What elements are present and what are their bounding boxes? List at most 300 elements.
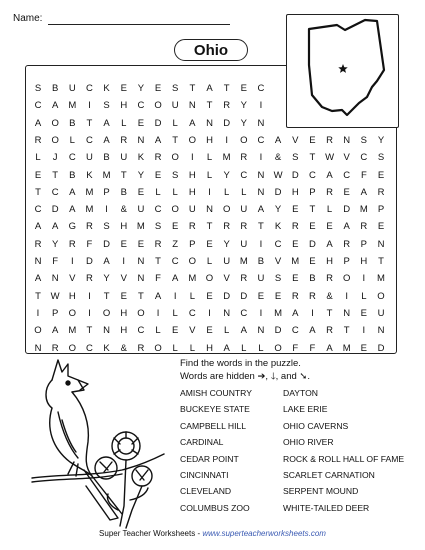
grid-letter[interactable]: C bbox=[360, 152, 368, 164]
grid-letter[interactable]: L bbox=[223, 325, 230, 337]
grid-letter[interactable]: M bbox=[136, 221, 145, 233]
grid-letter[interactable]: C bbox=[240, 169, 248, 181]
grid-letter[interactable]: I bbox=[88, 290, 91, 302]
grid-letter[interactable]: P bbox=[309, 186, 316, 198]
grid-letter[interactable]: E bbox=[292, 204, 299, 216]
grid-letter[interactable]: S bbox=[274, 273, 282, 285]
grid-letter[interactable]: C bbox=[34, 100, 42, 112]
grid-letter[interactable]: R bbox=[326, 273, 333, 285]
grid-letter[interactable]: R bbox=[240, 152, 248, 164]
grid-letter[interactable]: S bbox=[172, 169, 179, 181]
grid-letter[interactable]: H bbox=[206, 134, 213, 146]
grid-letter[interactable]: M bbox=[85, 204, 94, 216]
grid-letter[interactable]: C bbox=[137, 100, 145, 112]
grid-letter[interactable]: R bbox=[326, 186, 333, 198]
grid-letter[interactable]: I bbox=[191, 152, 194, 164]
grid-letter[interactable]: A bbox=[34, 117, 42, 129]
grid-letter[interactable]: A bbox=[326, 238, 333, 250]
grid-letter[interactable]: E bbox=[240, 83, 247, 94]
grid-letter[interactable]: I bbox=[225, 134, 228, 146]
grid-letter[interactable]: D bbox=[223, 117, 231, 129]
grid-letter[interactable]: E bbox=[34, 169, 42, 181]
grid-letter[interactable]: I bbox=[70, 256, 74, 267]
grid-letter[interactable]: & bbox=[274, 152, 282, 164]
grid-letter[interactable]: U bbox=[171, 100, 179, 112]
grid-letter[interactable]: C bbox=[86, 342, 93, 354]
grid-letter[interactable]: S bbox=[103, 100, 110, 112]
grid-letter[interactable]: B bbox=[103, 152, 110, 164]
grid-letter[interactable]: Y bbox=[137, 83, 145, 94]
grid-letter[interactable]: N bbox=[377, 238, 385, 250]
grid-letter[interactable]: R bbox=[223, 221, 231, 233]
grid-letter[interactable]: P bbox=[343, 256, 350, 267]
grid-letter[interactable]: H bbox=[120, 100, 128, 112]
grid-letter[interactable]: B bbox=[309, 273, 316, 285]
grid-letter[interactable]: O bbox=[222, 204, 231, 216]
grid-letter[interactable]: M bbox=[377, 273, 385, 285]
grid-letter[interactable]: E bbox=[377, 221, 385, 233]
grid-letter[interactable]: L bbox=[206, 152, 213, 164]
grid-letter[interactable]: N bbox=[343, 307, 351, 319]
grid-letter[interactable]: D bbox=[377, 342, 385, 354]
grid-letter[interactable]: T bbox=[309, 204, 316, 216]
grid-letter[interactable]: F bbox=[155, 273, 161, 285]
grid-letter[interactable]: R bbox=[308, 290, 316, 302]
grid-letter[interactable]: B bbox=[120, 186, 127, 198]
grid-letter[interactable]: L bbox=[189, 342, 195, 354]
grid-letter[interactable]: T bbox=[103, 290, 110, 302]
grid-letter[interactable]: G bbox=[68, 221, 76, 233]
grid-letter[interactable]: T bbox=[52, 169, 59, 181]
grid-letter[interactable]: N bbox=[34, 342, 42, 354]
grid-letter[interactable]: L bbox=[223, 186, 230, 198]
grid-letter[interactable]: E bbox=[292, 273, 299, 285]
grid-letter[interactable]: I bbox=[36, 307, 40, 319]
grid-letter[interactable]: E bbox=[206, 238, 213, 250]
grid-letter[interactable]: R bbox=[291, 221, 299, 233]
grid-letter[interactable]: D bbox=[274, 186, 282, 198]
grid-letter[interactable]: O bbox=[102, 307, 111, 319]
grid-letter[interactable]: N bbox=[223, 307, 231, 319]
grid-letter[interactable]: E bbox=[360, 307, 368, 319]
grid-letter[interactable]: D bbox=[240, 290, 248, 302]
grid-letter[interactable]: O bbox=[240, 134, 248, 146]
grid-letter[interactable]: C bbox=[188, 307, 196, 319]
grid-letter[interactable]: I bbox=[311, 307, 314, 319]
grid-letter[interactable]: R bbox=[154, 238, 162, 250]
grid-letter[interactable]: I bbox=[208, 186, 211, 198]
grid-letter[interactable]: U bbox=[257, 273, 265, 285]
grid-letter[interactable]: A bbox=[240, 325, 247, 337]
grid-letter[interactable]: O bbox=[342, 273, 351, 285]
grid-letter[interactable]: R bbox=[291, 290, 299, 302]
grid-letter[interactable]: C bbox=[291, 325, 299, 337]
grid-letter[interactable]: O bbox=[274, 342, 282, 354]
grid-letter[interactable]: S bbox=[103, 221, 110, 233]
grid-letter[interactable]: O bbox=[51, 117, 59, 129]
grid-letter[interactable]: M bbox=[85, 186, 94, 198]
grid-letter[interactable]: K bbox=[86, 169, 93, 181]
grid-letter[interactable]: T bbox=[120, 169, 127, 181]
grid-letter[interactable]: B bbox=[257, 256, 265, 267]
grid-letter[interactable]: T bbox=[172, 134, 179, 146]
grid-letter[interactable]: & bbox=[120, 342, 127, 354]
grid-letter[interactable]: T bbox=[378, 256, 384, 267]
grid-letter[interactable]: Y bbox=[103, 273, 110, 285]
grid-letter[interactable]: M bbox=[222, 152, 231, 164]
grid-letter[interactable]: A bbox=[154, 290, 162, 302]
grid-letter[interactable]: W bbox=[273, 169, 283, 181]
grid-letter[interactable]: I bbox=[208, 307, 211, 319]
grid-letter[interactable]: R bbox=[343, 238, 351, 250]
grid-letter[interactable]: A bbox=[223, 342, 230, 354]
grid-letter[interactable]: H bbox=[188, 169, 196, 181]
grid-letter[interactable]: F bbox=[52, 256, 59, 267]
grid-letter[interactable]: O bbox=[51, 134, 59, 146]
grid-letter[interactable]: U bbox=[120, 152, 128, 164]
grid-letter[interactable]: H bbox=[120, 221, 128, 233]
grid-letter[interactable]: E bbox=[137, 238, 145, 250]
grid-letter[interactable]: L bbox=[206, 256, 213, 267]
grid-letter[interactable]: U bbox=[68, 83, 76, 94]
grid-letter[interactable]: F bbox=[86, 238, 93, 250]
grid-letter[interactable]: R bbox=[68, 238, 76, 250]
grid-letter[interactable]: E bbox=[120, 238, 127, 250]
grid-letter[interactable]: C bbox=[86, 83, 93, 94]
grid-letter[interactable]: A bbox=[103, 134, 110, 146]
grid-letter[interactable]: D bbox=[343, 204, 351, 216]
grid-letter[interactable]: F bbox=[292, 342, 299, 354]
grid-letter[interactable]: I bbox=[156, 307, 160, 319]
grid-letter[interactable]: A bbox=[103, 117, 110, 129]
grid-letter[interactable]: P bbox=[189, 238, 196, 250]
grid-letter[interactable]: N bbox=[51, 273, 59, 285]
grid-letter[interactable]: Y bbox=[274, 204, 282, 216]
grid-letter[interactable]: D bbox=[103, 238, 111, 250]
grid-letter[interactable]: B bbox=[51, 83, 59, 94]
grid-letter[interactable]: I bbox=[88, 307, 91, 319]
grid-letter[interactable]: K bbox=[274, 221, 282, 233]
grid-letter[interactable]: I bbox=[122, 256, 126, 267]
grid-letter[interactable]: T bbox=[86, 117, 93, 129]
grid-letter[interactable]: E bbox=[206, 325, 213, 337]
grid-letter[interactable]: E bbox=[326, 221, 333, 233]
grid-letter[interactable]: E bbox=[309, 134, 316, 146]
grid-letter[interactable]: R bbox=[188, 221, 196, 233]
grid-letter[interactable]: F bbox=[309, 342, 316, 354]
grid-letter[interactable]: M bbox=[342, 342, 351, 354]
grid-letter[interactable]: L bbox=[155, 186, 161, 198]
grid-letter[interactable]: M bbox=[102, 169, 111, 181]
grid-letter[interactable]: C bbox=[154, 204, 162, 216]
grid-letter[interactable]: L bbox=[172, 342, 178, 354]
grid-letter[interactable]: L bbox=[172, 117, 178, 129]
grid-letter[interactable]: D bbox=[154, 117, 162, 129]
grid-letter[interactable]: T bbox=[258, 221, 264, 233]
grid-letter[interactable]: C bbox=[343, 169, 351, 181]
grid-letter[interactable]: A bbox=[51, 221, 59, 233]
grid-letter[interactable]: E bbox=[309, 256, 316, 267]
grid-letter[interactable]: A bbox=[360, 186, 368, 198]
grid-letter[interactable]: U bbox=[223, 256, 231, 267]
grid-letter[interactable]: C bbox=[86, 134, 93, 146]
grid-letter[interactable]: L bbox=[206, 169, 213, 181]
grid-letter[interactable]: M bbox=[291, 256, 300, 267]
grid-letter[interactable]: Y bbox=[377, 134, 385, 146]
grid-letter[interactable]: H bbox=[360, 256, 368, 267]
grid-letter[interactable]: C bbox=[137, 325, 145, 337]
grid-letter[interactable]: D bbox=[223, 290, 231, 302]
grid-letter[interactable]: T bbox=[326, 307, 333, 319]
grid-letter[interactable]: M bbox=[68, 100, 77, 112]
grid-letter[interactable]: E bbox=[257, 290, 265, 302]
grid-letter[interactable]: L bbox=[258, 342, 264, 354]
grid-letter[interactable]: A bbox=[274, 134, 282, 146]
grid-letter[interactable]: I bbox=[362, 325, 366, 337]
grid-letter[interactable]: C bbox=[34, 204, 42, 216]
grid-letter[interactable]: R bbox=[377, 186, 385, 198]
grid-letter[interactable]: Y bbox=[240, 117, 247, 129]
grid-letter[interactable]: I bbox=[259, 238, 263, 250]
grid-letter[interactable]: T bbox=[35, 290, 41, 302]
grid-letter[interactable]: T bbox=[137, 290, 144, 302]
grid-letter[interactable]: N bbox=[377, 325, 385, 337]
grid-letter[interactable]: O bbox=[171, 152, 179, 164]
grid-letter[interactable]: A bbox=[326, 169, 333, 181]
grid-letter[interactable]: N bbox=[206, 117, 213, 129]
grid-letter[interactable]: L bbox=[121, 117, 127, 129]
grid-letter[interactable]: E bbox=[137, 117, 145, 129]
grid-letter[interactable]: R bbox=[34, 134, 42, 146]
grid-letter[interactable]: I bbox=[345, 290, 348, 302]
grid-letter[interactable]: L bbox=[172, 186, 178, 198]
grid-letter[interactable]: H bbox=[291, 186, 299, 198]
grid-letter[interactable]: P bbox=[360, 238, 368, 250]
grid-letter[interactable]: C bbox=[257, 134, 265, 146]
grid-letter[interactable]: L bbox=[241, 186, 247, 198]
grid-letter[interactable]: A bbox=[154, 134, 162, 146]
grid-letter[interactable]: L bbox=[35, 152, 41, 164]
grid-letter[interactable]: A bbox=[103, 256, 110, 267]
grid-letter[interactable]: N bbox=[257, 169, 265, 181]
grid-letter[interactable]: D bbox=[274, 325, 282, 337]
grid-letter[interactable]: R bbox=[86, 273, 93, 285]
grid-letter[interactable]: C bbox=[308, 169, 316, 181]
grid-letter[interactable]: L bbox=[172, 307, 178, 319]
grid-letter[interactable]: E bbox=[360, 342, 368, 354]
grid-letter[interactable]: O bbox=[68, 342, 76, 354]
grid-letter[interactable]: A bbox=[51, 325, 59, 337]
grid-letter[interactable]: O bbox=[188, 134, 197, 146]
grid-letter[interactable]: U bbox=[188, 204, 196, 216]
grid-letter[interactable]: U bbox=[137, 204, 145, 216]
grid-letter[interactable]: H bbox=[326, 256, 333, 267]
grid-letter[interactable]: V bbox=[292, 134, 299, 146]
grid-letter[interactable]: R bbox=[86, 221, 93, 233]
grid-letter[interactable]: T bbox=[343, 325, 350, 337]
grid-letter[interactable]: S bbox=[360, 134, 368, 146]
grid-letter[interactable]: I bbox=[88, 100, 91, 112]
grid-letter[interactable]: M bbox=[359, 204, 368, 216]
grid-letter[interactable]: N bbox=[257, 325, 265, 337]
grid-letter[interactable]: B bbox=[69, 169, 76, 181]
grid-letter[interactable]: E bbox=[154, 83, 162, 94]
grid-letter[interactable]: D bbox=[86, 256, 93, 267]
grid-letter[interactable]: Y bbox=[223, 238, 230, 250]
grid-letter[interactable]: I bbox=[362, 273, 366, 285]
grid-letter[interactable]: N bbox=[257, 186, 265, 198]
grid-letter[interactable]: N bbox=[206, 204, 213, 216]
grid-letter[interactable]: I bbox=[105, 204, 108, 216]
grid-letter[interactable]: M bbox=[239, 256, 248, 267]
grid-letter[interactable]: T bbox=[35, 186, 41, 198]
grid-letter[interactable]: A bbox=[34, 221, 42, 233]
grid-letter[interactable]: E bbox=[120, 83, 127, 94]
grid-letter[interactable]: T bbox=[155, 256, 161, 267]
grid-letter[interactable]: N bbox=[257, 117, 265, 129]
grid-letter[interactable]: N bbox=[137, 256, 145, 267]
grid-letter[interactable]: E bbox=[137, 186, 145, 198]
grid-letter[interactable]: A bbox=[69, 186, 76, 198]
grid-letter[interactable]: U bbox=[377, 307, 385, 319]
grid-letter[interactable]: V bbox=[223, 273, 230, 285]
grid-letter[interactable]: V bbox=[189, 325, 196, 337]
grid-letter[interactable]: C bbox=[257, 83, 265, 94]
grid-letter[interactable]: F bbox=[360, 169, 367, 181]
grid-letter[interactable]: & bbox=[326, 290, 333, 302]
grid-letter[interactable]: K bbox=[103, 342, 110, 354]
grid-letter[interactable]: L bbox=[155, 325, 161, 337]
grid-letter[interactable]: E bbox=[292, 238, 299, 250]
grid-letter[interactable]: R bbox=[137, 342, 145, 354]
grid-letter[interactable]: H bbox=[120, 325, 128, 337]
grid-letter[interactable]: S bbox=[377, 152, 385, 164]
grid-letter[interactable]: E bbox=[172, 325, 179, 337]
grid-letter[interactable]: C bbox=[51, 186, 59, 198]
grid-letter[interactable]: M bbox=[68, 325, 77, 337]
grid-letter[interactable]: T bbox=[86, 325, 93, 337]
grid-letter[interactable]: H bbox=[68, 290, 76, 302]
grid-letter[interactable]: R bbox=[326, 325, 333, 337]
grid-letter[interactable]: T bbox=[206, 221, 213, 233]
grid-letter[interactable]: R bbox=[326, 134, 333, 146]
grid-letter[interactable]: C bbox=[171, 256, 179, 267]
grid-letter[interactable]: A bbox=[172, 273, 179, 285]
grid-letter[interactable]: I bbox=[259, 307, 263, 319]
grid-letter[interactable]: E bbox=[343, 186, 350, 198]
grid-letter[interactable]: O bbox=[205, 273, 214, 285]
grid-letter[interactable]: O bbox=[154, 100, 162, 112]
grid-letter[interactable]: J bbox=[52, 152, 58, 164]
grid-letter[interactable]: L bbox=[69, 134, 75, 146]
grid-letter[interactable]: E bbox=[120, 290, 127, 302]
grid-letter[interactable]: O bbox=[154, 342, 162, 354]
grid-letter[interactable]: E bbox=[154, 169, 162, 181]
grid-letter[interactable]: A bbox=[34, 273, 42, 285]
grid-letter[interactable]: H bbox=[206, 342, 213, 354]
grid-letter[interactable]: Y bbox=[137, 169, 145, 181]
grid-letter[interactable]: W bbox=[325, 152, 335, 164]
grid-letter[interactable]: R bbox=[223, 100, 231, 112]
grid-letter[interactable]: I bbox=[173, 290, 177, 302]
grid-letter[interactable]: E bbox=[274, 290, 282, 302]
grid-letter[interactable]: Y bbox=[51, 238, 59, 250]
grid-letter[interactable]: U bbox=[86, 152, 93, 164]
grid-letter[interactable]: T bbox=[189, 83, 196, 94]
grid-letter[interactable]: P bbox=[103, 186, 110, 198]
grid-letter[interactable]: K bbox=[137, 152, 145, 164]
grid-letter[interactable]: O bbox=[34, 325, 42, 337]
grid-letter[interactable]: E bbox=[377, 169, 385, 181]
grid-letter[interactable]: B bbox=[69, 117, 76, 129]
grid-letter[interactable]: A bbox=[69, 204, 76, 216]
grid-letter[interactable]: A bbox=[326, 342, 333, 354]
grid-letter[interactable]: N bbox=[188, 100, 196, 112]
grid-letter[interactable]: U bbox=[240, 238, 248, 250]
grid-letter[interactable]: C bbox=[274, 238, 282, 250]
grid-letter[interactable]: D bbox=[308, 238, 316, 250]
grid-letter[interactable]: L bbox=[326, 204, 333, 216]
grid-letter[interactable]: O bbox=[377, 290, 385, 302]
grid-letter[interactable]: P bbox=[51, 307, 59, 319]
grid-letter[interactable]: T bbox=[206, 100, 213, 112]
grid-letter[interactable]: S bbox=[34, 83, 42, 94]
grid-letter[interactable]: A bbox=[206, 83, 213, 94]
grid-letter[interactable]: N bbox=[343, 134, 351, 146]
grid-letter[interactable]: Y bbox=[240, 100, 247, 112]
grid-letter[interactable]: A bbox=[51, 100, 59, 112]
grid-letter[interactable]: R bbox=[34, 238, 42, 250]
grid-letter[interactable]: Y bbox=[223, 169, 230, 181]
grid-letter[interactable]: S bbox=[154, 221, 162, 233]
grid-letter[interactable]: N bbox=[103, 325, 111, 337]
grid-letter[interactable]: N bbox=[137, 134, 145, 146]
grid-letter[interactable]: V bbox=[120, 273, 127, 285]
grid-letter[interactable]: A bbox=[189, 117, 196, 129]
grid-letter[interactable]: P bbox=[377, 204, 385, 216]
grid-letter[interactable]: U bbox=[240, 204, 248, 216]
grid-letter[interactable]: H bbox=[188, 186, 196, 198]
grid-letter[interactable]: O bbox=[171, 204, 179, 216]
grid-letter[interactable]: A bbox=[257, 204, 265, 216]
grid-letter[interactable]: S bbox=[172, 83, 179, 94]
grid-letter[interactable]: L bbox=[241, 342, 247, 354]
grid-letter[interactable]: N bbox=[34, 256, 42, 267]
grid-letter[interactable]: D bbox=[291, 169, 299, 181]
grid-letter[interactable]: O bbox=[68, 307, 76, 319]
grid-letter[interactable]: & bbox=[120, 204, 127, 216]
grid-letter[interactable]: Z bbox=[172, 238, 179, 250]
grid-letter[interactable]: A bbox=[292, 307, 299, 319]
footer-url[interactable]: www.superteacherworksheets.com bbox=[202, 529, 326, 538]
grid-letter[interactable]: M bbox=[188, 273, 197, 285]
grid-letter[interactable]: I bbox=[259, 100, 263, 112]
grid-letter[interactable]: V bbox=[274, 256, 282, 267]
grid-letter[interactable]: T bbox=[223, 83, 230, 94]
grid-letter[interactable]: R bbox=[240, 273, 248, 285]
grid-letter[interactable]: R bbox=[360, 221, 368, 233]
grid-letter[interactable]: I bbox=[259, 152, 263, 164]
grid-letter[interactable]: C bbox=[240, 307, 248, 319]
grid-letter[interactable]: K bbox=[103, 83, 110, 94]
grid-letter[interactable]: W bbox=[50, 290, 60, 302]
grid-letter[interactable]: C bbox=[68, 152, 76, 164]
grid-letter[interactable]: E bbox=[206, 290, 213, 302]
grid-letter[interactable]: D bbox=[51, 204, 59, 216]
grid-letter[interactable]: O bbox=[188, 256, 197, 267]
grid-letter[interactable]: O bbox=[137, 307, 145, 319]
grid-letter[interactable]: V bbox=[69, 273, 76, 285]
